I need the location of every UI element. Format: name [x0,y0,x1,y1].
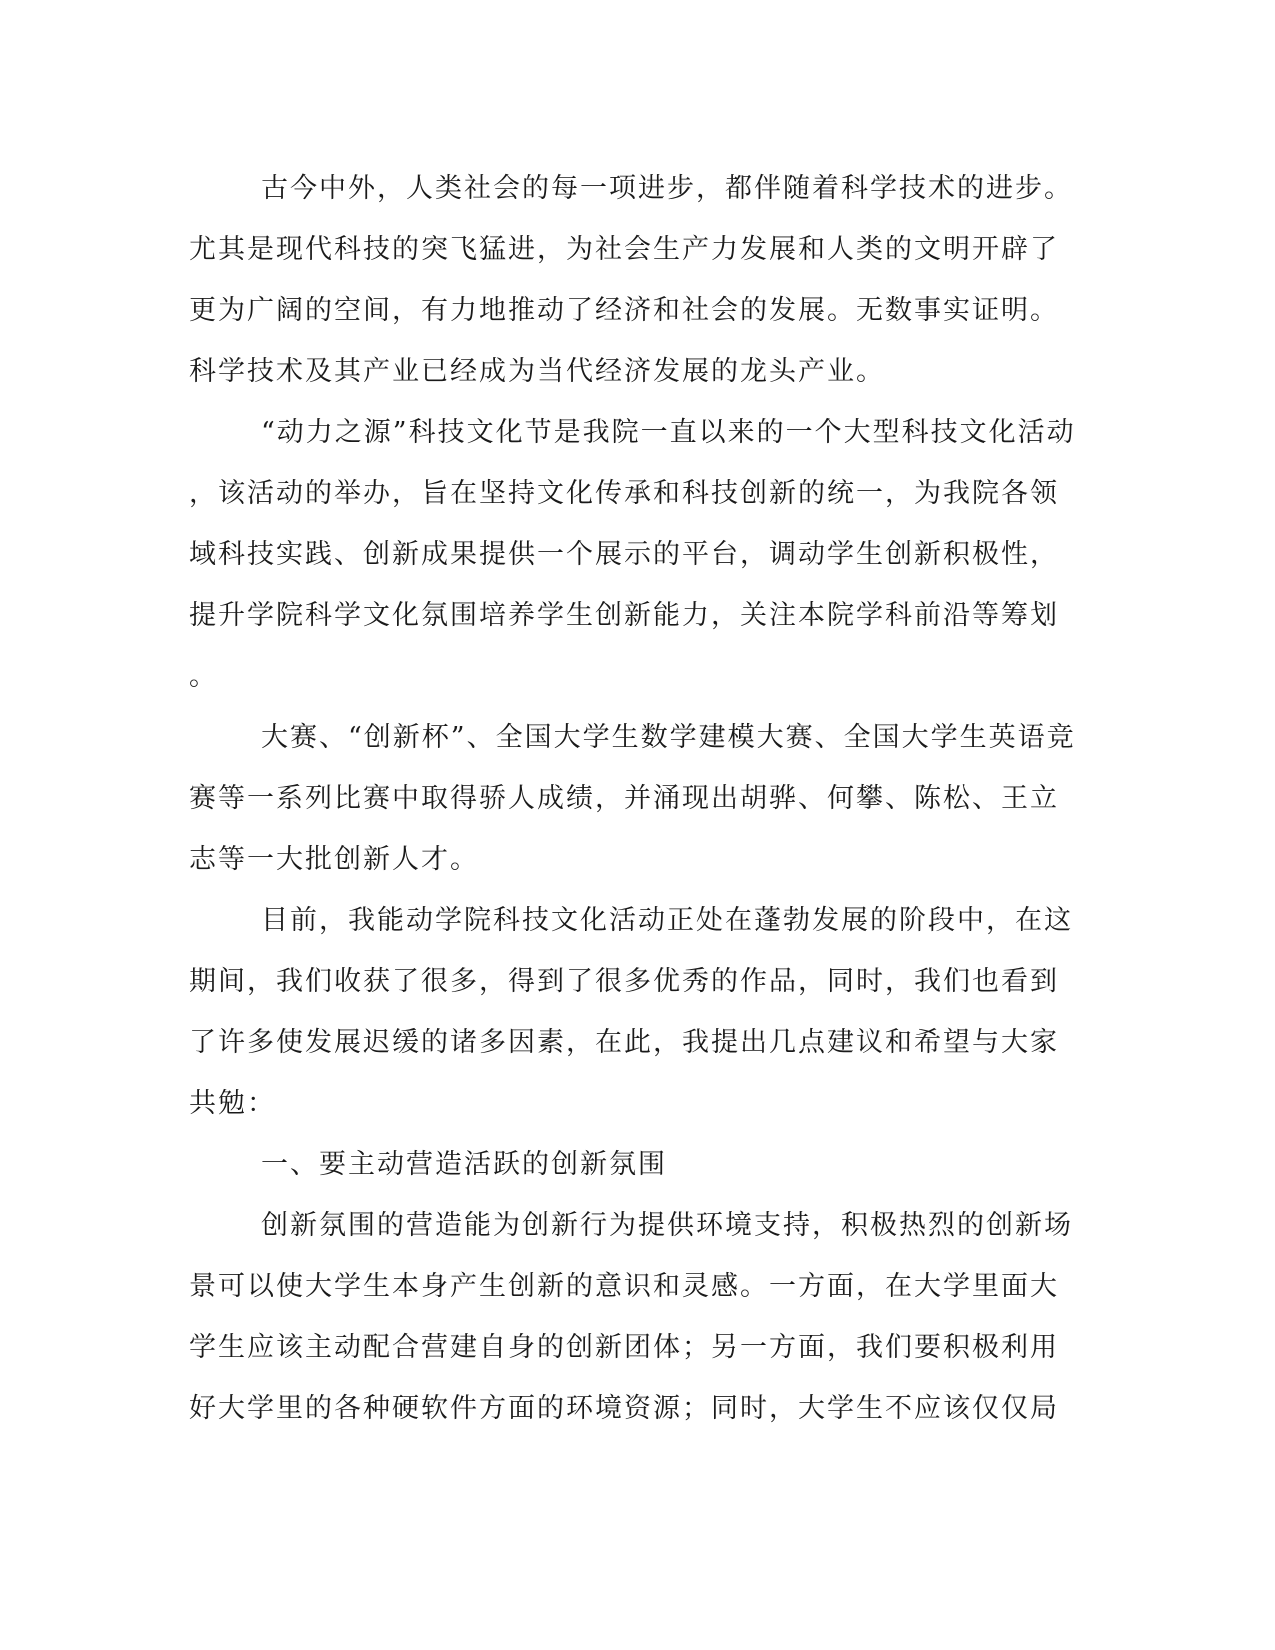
text-line: 大赛、“创新杯”、全国大学生数学建模大赛、全国大学生英语竞 [261,722,1076,753]
text-line: 共勉： [189,1088,276,1119]
text-line: ，该活动的举办，旨在坚持文化传承和科技创新的统一，为我院各领 [189,478,1059,509]
text-line: 尤其是现代科技的突飞猛进，为社会生产力发展和人类的文明开辟了 [189,234,1059,265]
text-line: 了许多使发展迟缓的诸多因素，在此，我提出几点建议和希望与大家 [189,1027,1059,1058]
text-line: 目前，我能动学院科技文化活动正处在蓬勃发展的阶段中，在这 [261,905,1073,936]
text-line: “动力之源”科技文化节是我院一直以来的一个大型科技文化活动 [261,417,1076,448]
text-line: 提升学院科学文化氛围培养学生创新能力，关注本院学科前沿等筹划 [189,600,1059,631]
document-body [189,158,1076,1439]
text-line: 域科技实践、创新成果提供一个展示的平台，调动学生创新积极性， [189,539,1059,570]
text-line: 学生应该主动配合营建自身的创新团体；另一方面，我们要积极利用 [189,1332,1059,1363]
text-line: 景可以使大学生本身产生创新的意识和灵感。一方面，在大学里面大 [189,1271,1059,1302]
text-line: 。 [189,661,218,692]
text-line: 创新氛围的营造能为创新行为提供环境支持，积极热烈的创新场 [261,1210,1073,1241]
text-line: 古今中外，人类社会的每一项进步，都伴随着科学技术的进步。 [261,173,1073,204]
text-line: 好大学里的各种硬软件方面的环境资源；同时，大学生不应该仅仅局 [189,1393,1059,1424]
text-line: 期间，我们收获了很多，得到了很多优秀的作品，同时，我们也看到 [189,966,1059,997]
text-line: 更为广阔的空间，有力地推动了经济和社会的发展。无数事实证明。 [189,295,1059,326]
text-line: 志等一大批创新人才。 [189,844,479,875]
text-line: 科学技术及其产业已经成为当代经济发展的龙头产业。 [189,356,885,387]
text-line: 赛等一系列比赛中取得骄人成绩，并涌现出胡骅、何攀、陈松、王立 [189,783,1059,814]
text-line: 一、要主动营造活跃的创新氛围 [261,1149,667,1180]
